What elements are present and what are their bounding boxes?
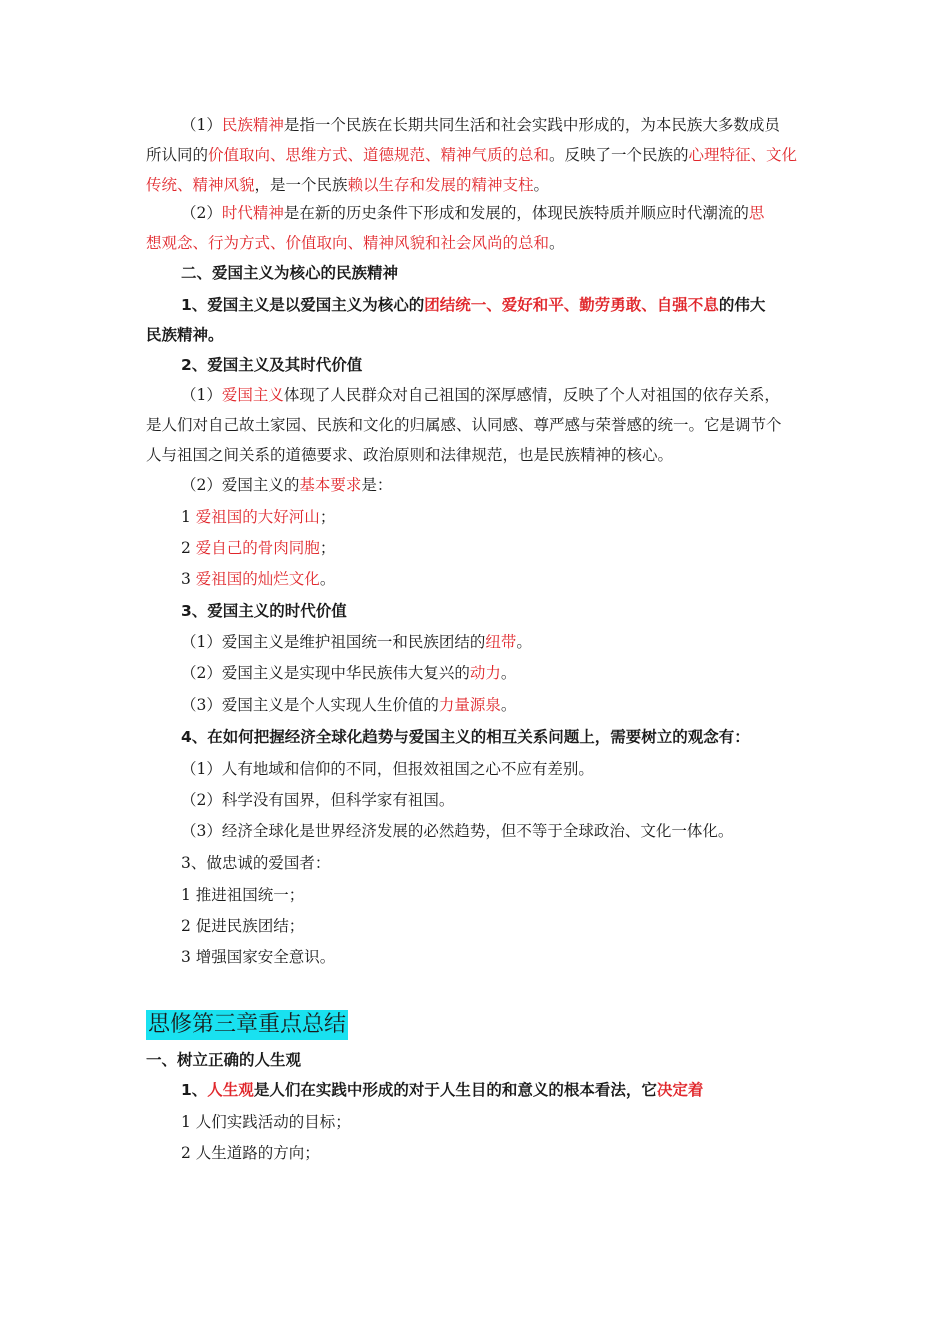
list-item: 1 人们实践活动的目标； [181,1113,351,1131]
list-item: 1 爱祖国的大好河山； [181,508,336,526]
term-life-view: 人生观 [207,1081,254,1099]
para-basic-requirements: （2）爱国主义的基本要求是： [181,476,393,494]
section-heading-two: 二、爱国主义为核心的民族精神 [181,264,399,282]
list-item: 1 推进祖国统一； [181,886,305,904]
list-item: 2 促进民族团结； [181,917,305,935]
list-item: （1）人有地域和信仰的不同，但报效祖国之心不应有差别。 [181,760,594,778]
para-national-spirit-line3: 传统、精神风貌，是一个民族赖以生存和发展的精神支柱。 [146,176,550,194]
list-item: 2 人生道路的方向； [181,1144,320,1162]
subsection-5-heading: 3、做忠诚的爱国者： [181,854,331,872]
list-item: （3）爱国主义是个人实现人生价值的力量源泉。 [181,696,517,714]
subsection-1-line2: 民族精神。 [146,326,224,344]
list-item: （1）爱国主义是维护祖国统一和民族团结的纽带。 [181,633,532,651]
para-life-view: 1、人生观是人们在实践中形成的对于人生目的和意义的根本看法，它决定着 [181,1081,704,1099]
list-item: 2 爱自己的骨肉同胞； [181,539,336,557]
list-item: （2）科学没有国界，但科学家有祖国。 [181,791,455,809]
para-patriotism-line3: 人与祖国之间关系的道德要求、政治原则和法律规范，也是民族精神的核心。 [146,446,674,464]
subsection-4-heading: 4、在如何把握经济全球化趋势与爱国主义的相互关系问题上，需要树立的观念有： [181,728,750,746]
para-era-spirit-line1: （2）时代精神是在新的历史条件下形成和发展的，体现民族特质并顺应时代潮流的思 [181,204,765,222]
section-heading-one: 一、树立正确的人生观 [146,1051,302,1069]
subsection-1-line1: 1、爱国主义是以爱国主义为核心的团结统一、爱好和平、勤劳勇敢、自强不息的伟大 [181,296,766,314]
term-era-spirit: 时代精神 [221,204,284,222]
list-item: 3 爱祖国的灿烂文化。 [181,570,336,588]
para-national-spirit-line1: （1）民族精神是指一个民族在长期共同生活和社会实践中形成的，为本民族大多数成员 [181,116,780,134]
para-era-spirit-line2: 想观念、行为方式、价值取向、精神风貌和社会风尚的总和。 [146,234,565,252]
para-patriotism-line2: 是人们对自己故土家园、民族和文化的归属感、认同感、尊严感与荣誉感的统一。它是调节个 [146,416,782,434]
list-item: （3）经济全球化是世界经济发展的必然趋势，但不等于全球政治、文化一体化。 [181,822,734,840]
term-national-spirit: 民族精神 [221,116,284,134]
chapter-title: 思修第三章重点总结 [146,1010,348,1040]
para-national-spirit-line2: 所认同的价值取向、思维方式、道德规范、精神气质的总和。反映了一个民族的心理特征、文化 [146,146,798,164]
subsection-3-heading: 3、爱国主义的时代价值 [181,602,347,620]
para-patriotism-line1: （1）爱国主义体现了人民群众对自己祖国的深厚感情，反映了个人对祖国的依存关系， [181,386,780,404]
term-patriotism: 爱国主义 [221,386,284,404]
list-item: （2）爱国主义是实现中华民族伟大复兴的动力。 [181,664,517,682]
list-item: 3 增强国家安全意识。 [181,948,336,966]
subsection-2-heading: 2、爱国主义及其时代价值 [181,356,363,374]
